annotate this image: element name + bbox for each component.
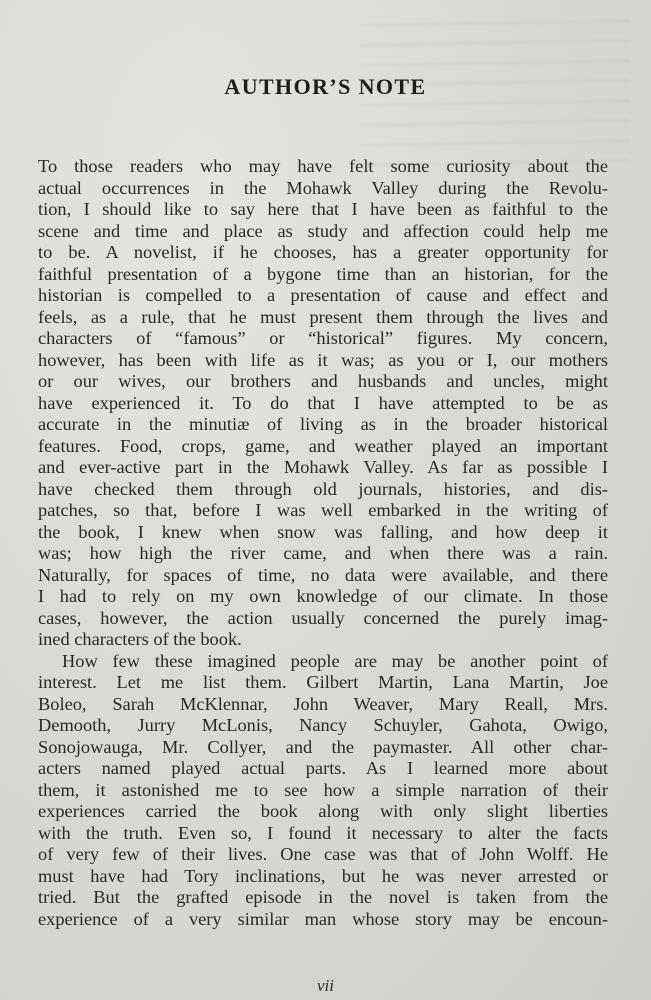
paragraph-1-line-7: historian is compelled to a presentation of cause and effect and — [38, 285, 608, 305]
paragraph-1-line-10: however, has been with life as it was; as you or I, our mothers — [38, 349, 608, 370]
paragraph-2-line-7: them, it astonished me to see how a simple narration of their — [38, 779, 608, 800]
paragraph-1-line-1: To those readers who may have felt some curiosity about the — [38, 156, 608, 176]
paragraph-1-line-15: and ever-active part in the Mohawk Valley. As far as possible I — [38, 457, 608, 477]
paragraph-1-line-6: faithful presentation of a bygone time than an historian, for the — [38, 263, 608, 284]
paragraph-1-line-18: the book, I knew when snow was falling, and how deep it — [38, 521, 608, 542]
paragraph-1-line-21: I had to rely on my own knowledge of our climate. In those — [38, 586, 608, 606]
paragraph-2-line-8: experiences carried the book along with only slight liberties — [38, 801, 608, 821]
paragraph-1-line-22: cases, however, the action usually concerned the purely imag- — [38, 607, 608, 628]
paragraph-2-line-13: experience of a very similar man whose story may be encoun- — [38, 908, 608, 929]
paragraph-1-line-11: or our wives, our brothers and husbands and uncles, might — [38, 371, 608, 391]
paragraph-1-line-17: patches, so that, before I was well embarked in the writing of — [38, 500, 608, 520]
page-title: AUTHOR’S NOTE — [224, 74, 427, 99]
paragraph-2-line-5: Sonojowauga, Mr. Collyer, and the paymaster. All other char- — [38, 736, 608, 757]
paragraph-1-line-3: tion, I should like to say here that I have been as faithful to the — [38, 199, 608, 219]
paragraph-1-line-16: have checked them through old journals, histories, and dis- — [38, 478, 608, 499]
page-number: vii — [317, 976, 334, 995]
paragraph-1-line-20: Naturally, for spaces of time, no data were available, and there — [38, 564, 608, 585]
paragraph-2-line-11: must have had Tory inclinations, but he was never arrested or — [38, 865, 608, 886]
paragraph-2-line-4: Demooth, Jurry McLonis, Nancy Schuyler, Gahota, Owigo, — [38, 715, 608, 735]
paragraph-2-line-6: acters named played actual parts. As I learned more about — [38, 758, 608, 778]
paragraph-2-line-1: How few these imagined people are may be another point of — [62, 650, 608, 671]
paragraph-1-line-4: scene and time and place as study and affection could help me — [38, 220, 608, 241]
paragraph-1-line-2: actual occurrences in the Mohawk Valley during the Revolu- — [38, 177, 608, 198]
paragraph-2-line-2: interest. Let me list them. Gilbert Martin, Lana Martin, Joe — [38, 672, 608, 692]
paragraph-2-line-9: with the truth. Even so, I found it necessary to alter the facts — [38, 822, 608, 843]
paragraph-1-line-23: ined characters of the book. — [38, 629, 242, 649]
paragraph-1-line-19: was; how high the river came, and when there was a rain. — [38, 543, 608, 563]
paragraph-1-line-13: accurate in the minutiæ of living as in the broader historical — [38, 414, 608, 434]
body-text — [38, 156, 608, 930]
paragraph-1-line-9: characters of “famous” or “historical” figures. My concern, — [38, 328, 608, 348]
paragraph-2-line-3: Boleo, Sarah McKlennar, John Weaver, Mary Reall, Mrs. — [38, 693, 608, 714]
paragraph-1-line-14: features. Food, crops, game, and weather played an important — [38, 435, 608, 456]
paragraph-1-line-12: have experienced it. To do that I have attempted to be as — [38, 392, 608, 413]
paragraph-1-line-5: to be. A novelist, if he chooses, has a greater opportunity for — [38, 242, 608, 262]
paragraph-2-line-12: tried. But the grafted episode in the novel is taken from the — [38, 887, 608, 907]
paragraph-1-line-8: feels, as a rule, that he must present them through the lives and — [38, 306, 608, 327]
paragraph-2-line-10: of very few of their lives. One case was that of John Wolff. He — [38, 844, 608, 864]
